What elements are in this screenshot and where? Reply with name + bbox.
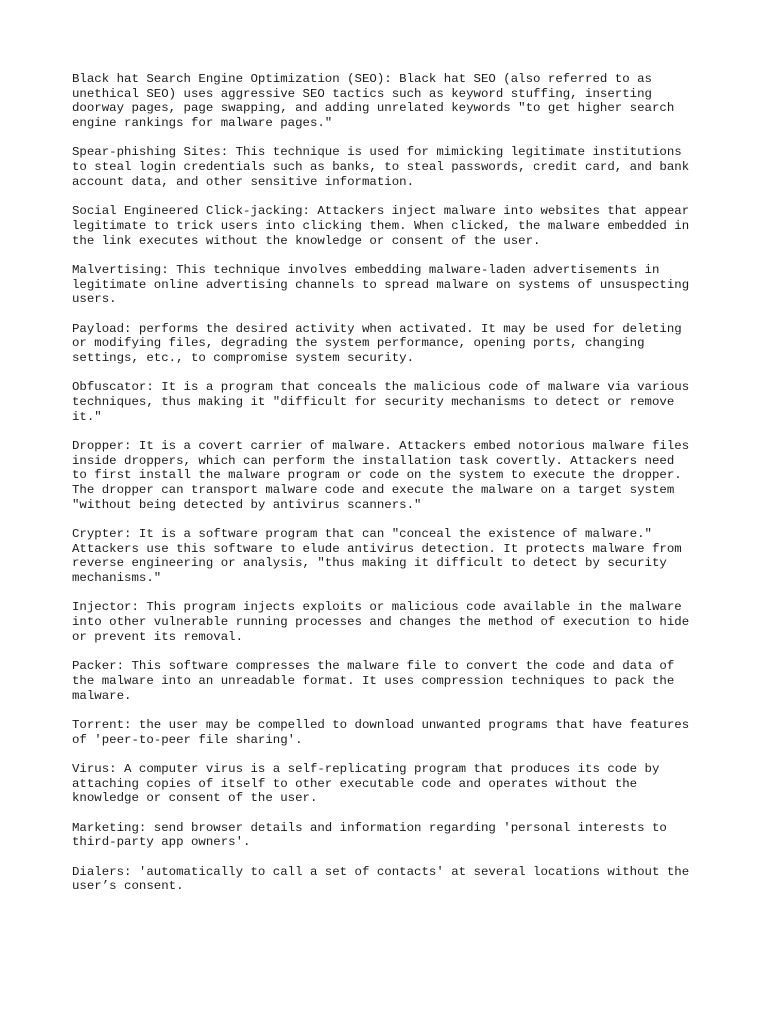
paragraph-torrent: Torrent: the user may be compelled to download unwanted programs that have features of 'peer-to-peer file sharing'. bbox=[72, 717, 690, 747]
paragraph-dropper: Dropper: It is a covert carrier of malware. Attackers embed notorious malware files inside droppers, which can perform the installation task covertly. Attackers need to first install the malware program or code on the system to execute the dropper. The dropper can transport malware code and execute the malware on a target system "without being detected by antivirus scanners." bbox=[72, 438, 690, 512]
paragraph-dialers: Dialers: 'automatically to call a set of contacts' at several locations without the user’s consent. bbox=[72, 864, 690, 894]
document-page bbox=[72, 72, 702, 909]
paragraph-crypter: Crypter: It is a software program that can "conceal the existence of malware." Attackers use this software to elude antivirus detection. It protects malware from reverse engineering or analysis, "thus making it difficult to detect by security mechanisms." bbox=[72, 527, 682, 586]
paragraph-payload: Payload: performs the desired activity when activated. It may be used for deleting or modifying files, degrading the system performance, opening ports, changing settings, etc., to compromise system security. bbox=[72, 321, 682, 365]
paragraph-malvertising: Malvertising: This technique involves embedding malware-laden advertisements in legitimate online advertising channels to spread malware on systems of unsuspecting users. bbox=[72, 262, 690, 307]
paragraph-obfuscator: Obfuscator: It is a program that conceals the malicious code of malware via various techniques, thus making it "difficult for security mechanisms to detect or remove it." bbox=[72, 380, 690, 424]
paragraph-click-jacking: Social Engineered Click-jacking: Attackers inject malware into websites that appear legitimate to trick users into clicking them. When clicked, the malware embedded in the link executes without the knowledge or consent of the user. bbox=[72, 204, 690, 248]
paragraph-injector: Injector: This program injects exploits or malicious code available in the malware into other vulnerable running processes and changes the method of execution to hide or prevent its removal. bbox=[72, 600, 690, 644]
paragraph-spear-phishing: Spear-phishing Sites: This technique is used for mimicking legitimate institutions to steal login credentials such as banks, to steal passwords, credit card, and bank account data, and other sensitive information. bbox=[72, 145, 690, 189]
paragraph-black-hat-seo: Black hat Search Engine Optimization (SEO): Black hat SEO (also referred to as unethical SEO) uses aggressive SEO tactics such as keyword stuffing, inserting doorway pages, page swapping, and adding unrelated keywords "to get higher search engine rankings for malware pages." bbox=[72, 72, 675, 131]
paragraph-virus: Virus: A computer virus is a self-replicating program that produces its code by attaching copies of itself to other executable code and operates without the knowledge or consent of the user. bbox=[72, 761, 660, 806]
paragraph-marketing: Marketing: send browser details and information regarding 'personal interests to third-party app owners'. bbox=[72, 820, 667, 850]
paragraph-packer: Packer: This software compresses the malware file to convert the code and data of the malware into an unreadable format. It uses compression techniques to pack the malware. bbox=[72, 659, 675, 703]
